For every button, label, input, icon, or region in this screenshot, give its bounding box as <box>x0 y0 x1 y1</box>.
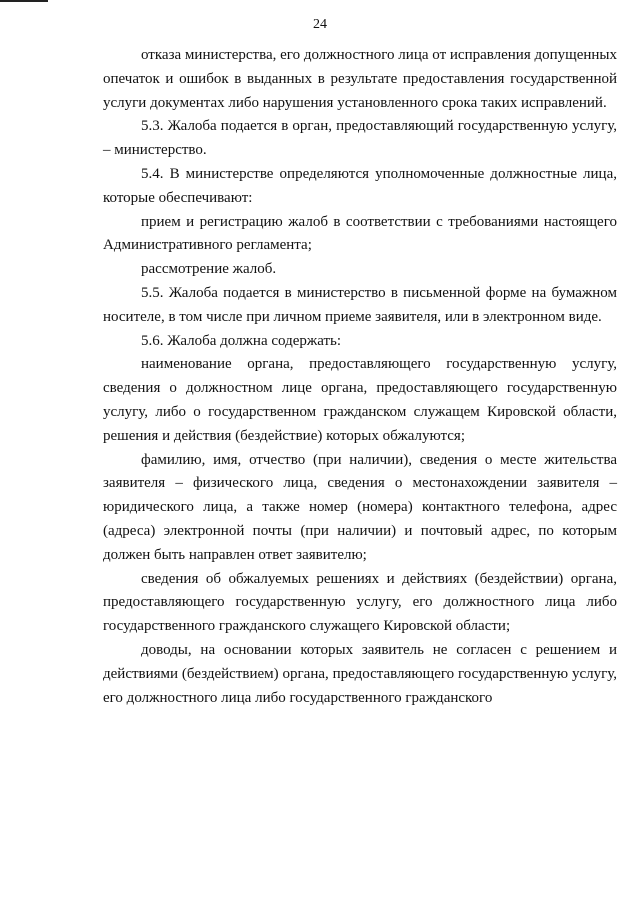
paragraph-continuation: отказа министерства, его должностного лица от исправления допущенных опечаток и ошибок в выданных в результате предоставления государственной услуги документах либо нарушения установленного срока таких исправлений. <box>103 47 617 111</box>
paragraph-item-arguments: доводы, на основании которых заявитель не согласен с решением и действиями (бездействием) органа, предоставляющего государственную услугу, его должностного лица либо государственного гражданского <box>103 641 617 706</box>
paragraph-5-3: 5.3. Жалоба подается в орган, предоставляющий государственную услугу, – министерство. <box>103 118 617 159</box>
paragraph-item-organ-name: наименование органа, предоставляющего государственную услугу, сведения о должностном лице органа, предоставляющего государственную услугу, либо о государственном гражданском служащем Кировской области, решения и действия (бездействие) которых обжалуются; <box>103 356 617 444</box>
page-number: 24 <box>313 17 327 32</box>
paragraph-item-reception: прием и регистрацию жалоб в соответствии с требованиями настоящего Административного регламента; <box>103 213 617 254</box>
paragraph-5-5: 5.5. Жалоба подается в министерство в письменной форме на бумажном носителе, в том числе при личном приеме заявителя, или в электронном виде. <box>103 284 617 325</box>
paragraph-5-4: 5.4. В министерстве определяются уполномоченные должностные лица, которые обеспечивают: <box>103 165 617 206</box>
corner-mark <box>0 0 48 2</box>
document-body <box>103 44 617 710</box>
paragraph-item-review: рассмотрение жалоб. <box>141 261 277 278</box>
paragraph-5-6: 5.6. Жалоба должна содержать: <box>141 332 342 349</box>
paragraph-item-applicant-info: фамилию, имя, отчество (при наличии), сведения о месте жительства заявителя – физического лица, сведения о местонахождении заявителя – юридического лица, а также номер (номера) контактного телефона, адрес (адреса) электронной почты (при наличии) и почтовый адрес, по которым должен быть направлен ответ заявителю; <box>103 451 617 563</box>
paragraph-item-appealed-decisions: сведения об обжалуемых решениях и действиях (бездействии) органа, предоставляющего государственную услугу, его должностного лица либо государственного гражданского служащего Кировской области; <box>103 570 617 635</box>
